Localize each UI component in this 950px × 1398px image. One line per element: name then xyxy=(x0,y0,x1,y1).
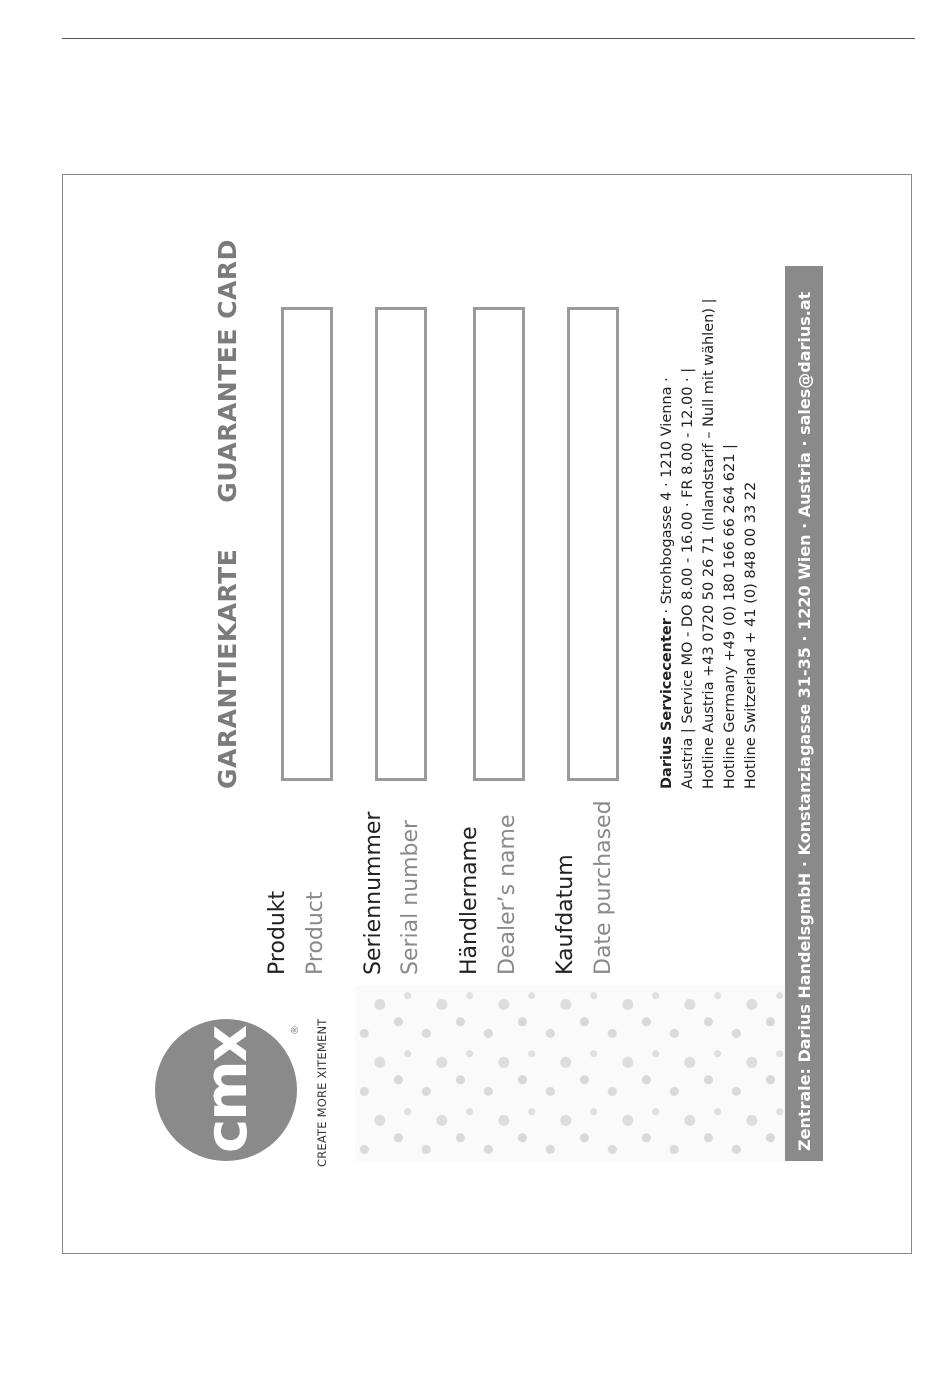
card-title xyxy=(213,239,242,789)
footer-text: Zentrale: Darius HandelsgmbH · Konstanziagasse 31-35 · 1220 Wien · Austria · sales@darius.at xyxy=(794,291,814,1151)
title-english: GUARANTEE CARD xyxy=(213,239,242,503)
service-center-name: Darius Servicecenter xyxy=(659,618,675,789)
dealer-name-input-box[interactable] xyxy=(473,307,525,781)
field-label-dealer-de: Händlername xyxy=(457,826,482,975)
logo-tagline: CREATE MORE XITEMENT xyxy=(315,1018,329,1167)
footer-bar xyxy=(785,266,823,1161)
logo-text: cmx xyxy=(192,1026,260,1154)
product-input-box[interactable] xyxy=(281,307,333,781)
field-label-date-de: Kaufdatum xyxy=(553,854,578,975)
service-address: · Strohbogasse 4 · 1210 Vienna · xyxy=(659,377,675,619)
service-line-1 xyxy=(657,349,678,789)
field-label-dealer-en: Dealer’s name xyxy=(495,814,520,975)
service-line-2: Austria | Service MO - DO 8.00 - 16.00 · FR 8.00 - 12.00 · | xyxy=(680,367,696,789)
field-label-serial-de: Seriennummer xyxy=(361,811,386,975)
cmx-logo xyxy=(155,1019,297,1161)
title-german: GARANTIEKARTE xyxy=(213,548,242,789)
field-label-product-en: Product xyxy=(303,891,328,975)
service-line-5: Hotline Switzerland + 41 (0) 848 00 33 22 xyxy=(743,481,759,789)
service-line-4: Hotline Germany +49 (0) 180 166 66 264 621 | xyxy=(722,444,738,789)
top-rule xyxy=(62,38,915,39)
registered-mark: ® xyxy=(290,1025,301,1035)
guarantee-card xyxy=(105,97,950,1181)
date-purchased-input-box[interactable] xyxy=(567,307,619,781)
decorative-pattern xyxy=(355,986,785,1161)
service-info xyxy=(657,298,762,789)
field-label-serial-en: Serial number xyxy=(398,819,423,975)
serial-number-input-box[interactable] xyxy=(375,307,427,781)
field-label-product-de: Produkt xyxy=(265,890,290,975)
field-label-date-en: Date purchased xyxy=(591,800,616,975)
service-line-3: Hotline Austria +43 0720 50 26 71 (Inlandstarif – Null mit wählen) | xyxy=(701,298,717,789)
